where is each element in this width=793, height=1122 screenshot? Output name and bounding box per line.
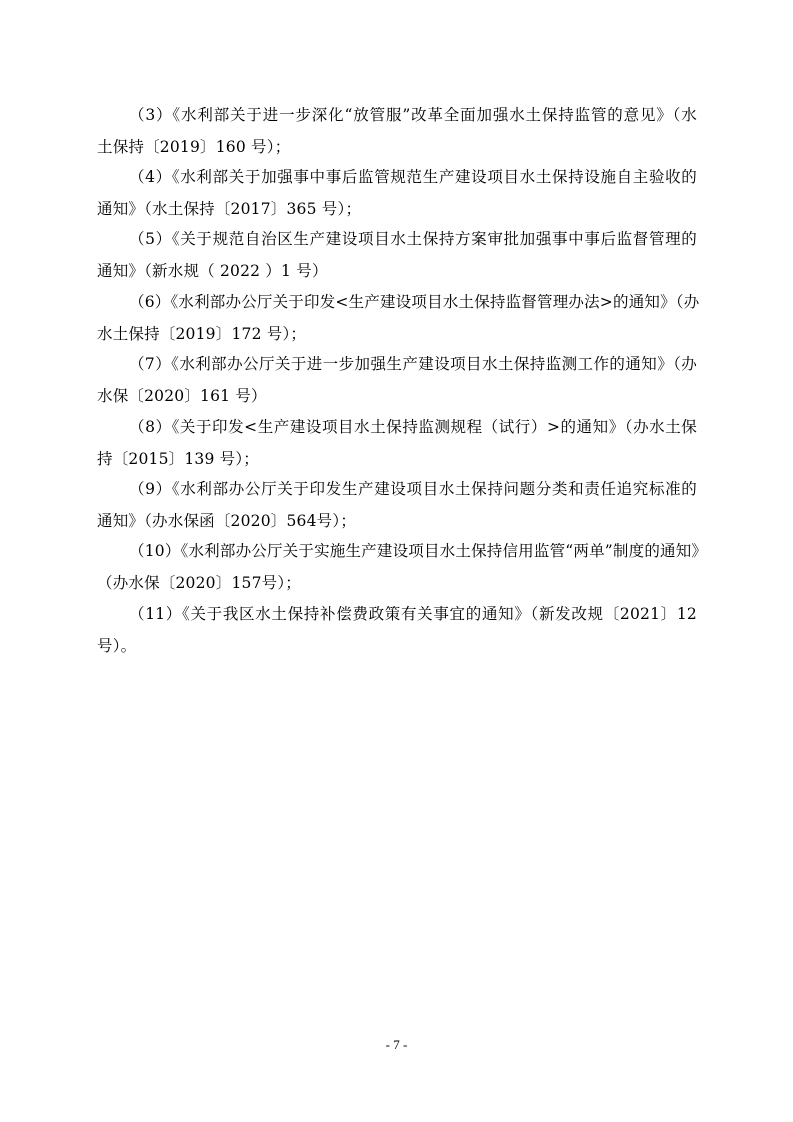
- paragraph-11-line-1: （11）《关于我区水土保持补偿费政策有关事宜的通知》（新发改规〔2021〕12: [129, 605, 697, 623]
- paragraph-11-line-2: 号）。: [97, 637, 137, 655]
- paragraph-10-line-1: （10）《水利部办公厅关于实施生产建设项目水土保持信用监管“两单”制度的通知》: [129, 542, 708, 560]
- paragraph-9-line-1: （9）《水利部办公厅关于印发生产建设项目水土保持问题分类和责任追究标准的: [129, 480, 697, 498]
- paragraph-7-line-2: 水保〔2020〕161 号）: [97, 387, 267, 405]
- paragraph-10-line-2: （办水保〔2020〕157号）；: [97, 574, 301, 592]
- paragraph-3-line-1: （3）《水利部关于进一步深化“放管服”改革全面加强水土保持监管的意见》（水: [129, 106, 697, 124]
- paragraph-8-line-1: （8）《关于印发<生产建设项目水土保持监测规程（试行）>的通知》（办水土保: [129, 418, 697, 436]
- paragraph-3-line-2: 土保持〔2019〕160 号）；: [97, 138, 291, 156]
- page-number: - 7 -: [385, 1037, 408, 1052]
- paragraph-6-line-2: 水土保持〔2019〕172 号）；: [97, 325, 307, 343]
- paragraph-7-line-1: （7）《水利部办公厅关于进一步加强生产建设项目水土保持监测工作的通知》（办: [129, 355, 697, 373]
- paragraph-4-line-2: 通知》（水土保持〔2017〕365 号）；: [97, 200, 362, 218]
- paragraph-8-line-2: 持〔2015〕139 号）；: [97, 450, 260, 468]
- paragraph-6-line-1: （6）《水利部办公厅关于印发<生产建设项目水土保持监督管理办法>的通知》（办: [129, 293, 700, 311]
- paragraph-4-line-1: （4）《水利部关于加强事中事后监管规范生产建设项目水土保持设施自主验收的: [129, 168, 697, 186]
- paragraph-5-line-2: 通知》（新水规（ 2022 ）1 号）: [97, 262, 328, 280]
- paragraph-5-line-1: （5）《关于规范自治区生产建设项目水土保持方案审批加强事中事后监督管理的: [129, 230, 697, 248]
- paragraph-9-line-2: 通知》（办水保函〔2020〕564号）；: [97, 512, 357, 530]
